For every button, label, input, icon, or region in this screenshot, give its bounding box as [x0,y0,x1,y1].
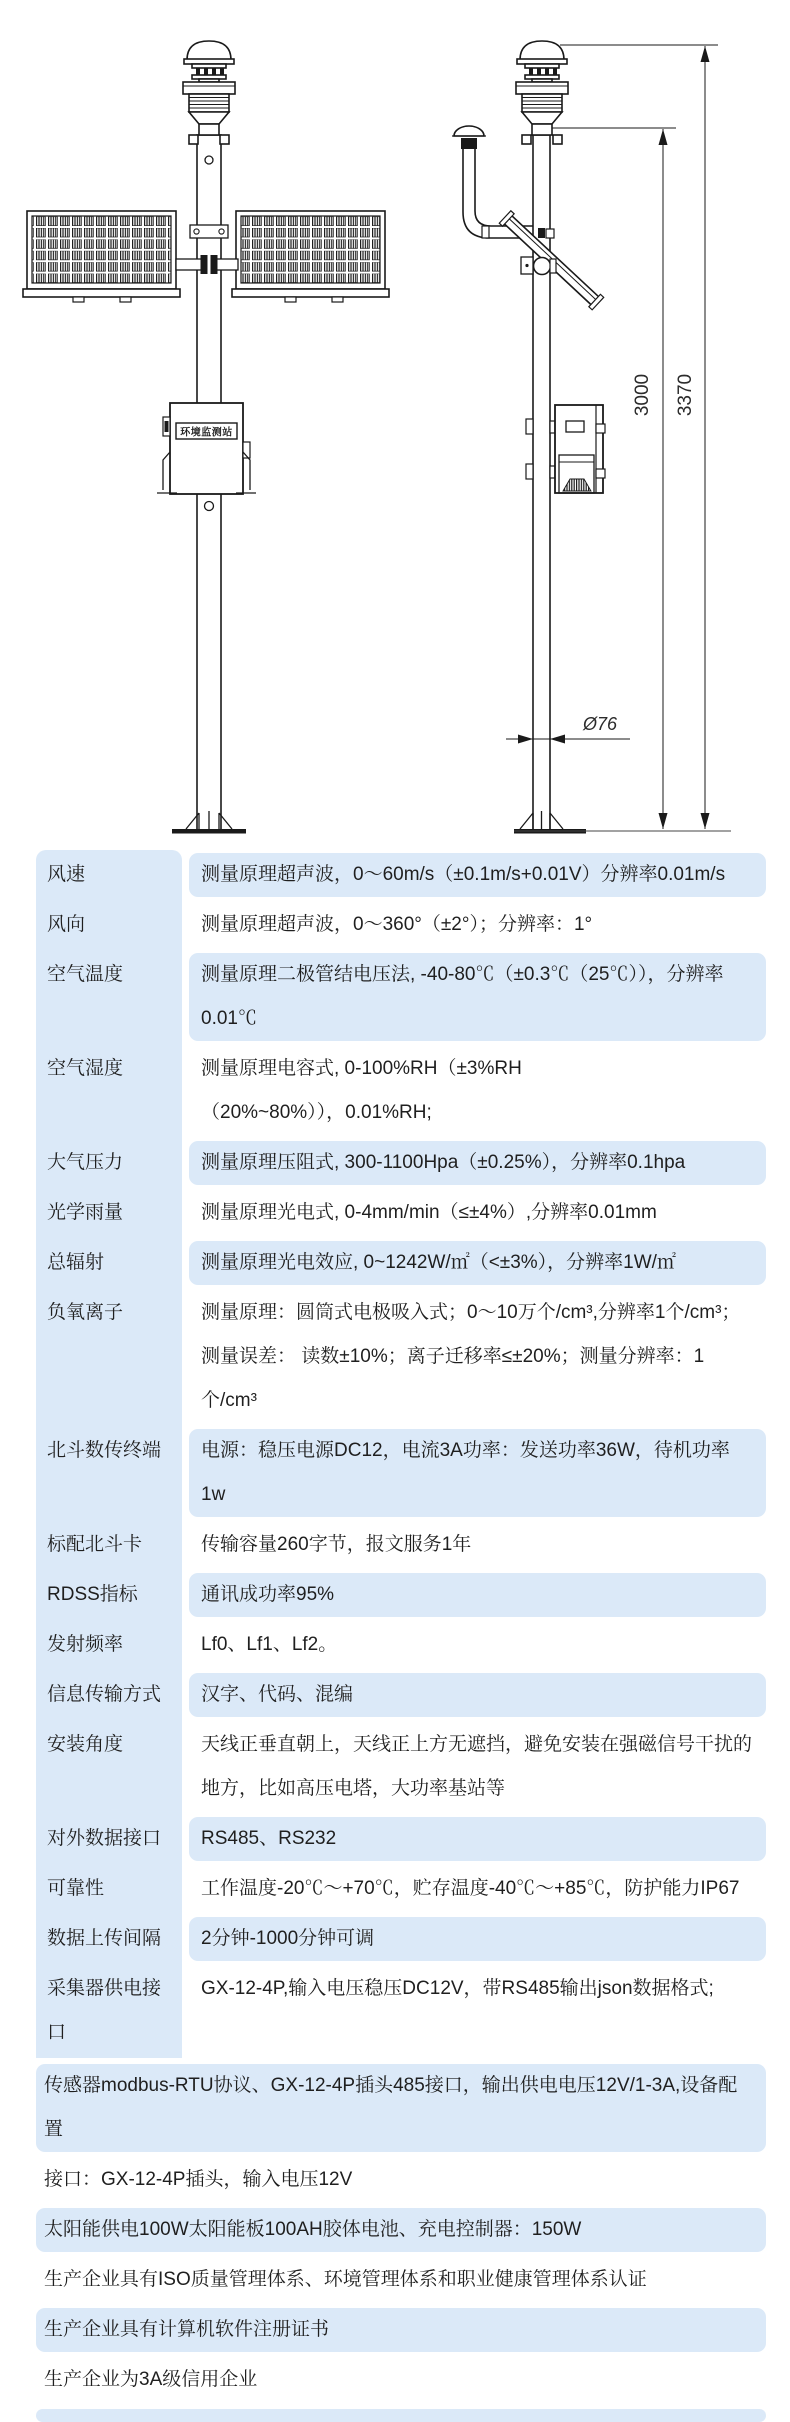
full-width-row: 生产企业为3A级信用企业 [44,2369,258,2390]
table-row [36,1288,766,1426]
equipment-box-front [157,403,256,494]
technical-drawing [0,0,790,850]
spec-value-text: 工作温度-20℃～+70℃，贮存温度-40℃～+85℃，防护能力IP67 [201,1878,740,1899]
table-row [36,1964,766,2058]
spec-value-text: 测量原理超声波，0～60m/s（±0.1m/s+0.01V）分辨率0.01m/s [201,864,726,885]
spec-label: 风向 [36,900,182,950]
solar-panel-side [499,211,603,310]
table-row [36,1914,766,1964]
gnss-antenna-arm [452,126,533,238]
spec-value [189,1429,766,1517]
spec-value [189,1291,766,1423]
spec-value-text: 天线正垂直朝上，天线正上方无遮挡，避免安装在强磁信号干扰的地方，比如高压电塔，大功率基站等 [201,1734,753,1799]
spec-value-text: 电源：稳压电源DC12，电流3A功率：发送功率36W，待机功率1w [201,1440,730,1505]
spec-value-text: 通讯成功率95% [201,1584,335,1605]
table-row [36,1044,766,1138]
front-base [172,811,246,834]
spec-value-text: 传输容量260字节，报文服务1年 [201,1534,472,1555]
spec-value-text: 测量原理：圆筒式电极吸入式；0～10万个/cm³,分辨率1个/cm³；测量误差： 读数±10%；离子迁移率≤±20%；测量分辨率：1个/cm³ [201,1302,741,1411]
spec-label: 可靠性 [36,1864,182,1914]
dim-label-3370: 3370 [675,373,696,417]
table-row [36,1570,766,1620]
spec-label: 大气压力 [36,1138,182,1188]
spec-value-text: 测量原理二极管结电压法, -40-80℃（±0.3℃（25℃）），分辨率0.01℃ [201,964,724,1029]
spec-label: 标配北斗卡 [36,1520,182,1570]
spec-label: 数据上传间隔 [36,1914,182,1964]
spec-value [189,1191,766,1235]
diameter-callout [506,714,630,744]
spec-value [189,1141,766,1185]
spec-value [189,1867,766,1911]
spec-label: 安装角度 [36,1720,182,1814]
front-ultrasonic-sensor [183,41,235,144]
spec-label: 发射频率 [36,1620,182,1670]
full-width-row: 接口：GX-12-4P插头，输入电压12V [44,2169,353,2190]
spec-value [189,903,766,947]
weather-station-drawing-svg [0,0,790,850]
spec-value [189,1917,766,1961]
table-row [36,1620,766,1670]
spec-label: 风速 [36,850,182,900]
spec-label: 采集器供电接口 [36,1964,182,2058]
table-row [36,950,766,1044]
divider-bar [36,2409,766,2422]
spec-value-text: RS485、RS232 [201,1828,337,1849]
solar-panel-left [23,211,180,302]
table-row [36,850,766,900]
table-row [36,1520,766,1570]
station-nameplate: 环境监测站 [180,427,233,439]
table-row [36,1426,766,1520]
dim-label-diameter: Ø76 [582,714,618,734]
spec-value-text: 测量原理电容式, 0-100%RH（±3%RH（20%~80%）），0.01%RH; [201,1058,522,1123]
spec-value-text: 测量原理光电式, 0-4mm/min（≤±4%）,分辨率0.01mm [201,1202,657,1223]
full-width-row: 传感器modbus-RTU协议、GX-12-4P插头485接口，输出供电电压12V/1-3A,设备配置 [36,2064,766,2152]
spec-value [189,1047,766,1135]
table-row [36,1814,766,1864]
spec-value [189,1241,766,1285]
full-width-row: 太阳能供电100W太阳能板100AH胶体电池、充电控制器：150W [36,2208,766,2252]
table-row [36,1864,766,1914]
spec-label: 负氧离子 [36,1288,182,1426]
spec-value [189,1673,766,1717]
spec-value-text: Lf0、Lf1、Lf2。 [201,1634,338,1655]
spec-table [36,850,766,2422]
spec-label: 对外数据接口 [36,1814,182,1864]
spec-value-text: GX-12-4P,输入电压稳压DC12V，带RS485输出json数据格式; [201,1978,714,1999]
spec-value [189,853,766,897]
side-view-drawing [452,41,731,834]
front-view-drawing [23,41,389,834]
table-row [36,1138,766,1188]
spec-value-text: 测量原理压阻式, 300-1100Hpa（±0.25%），分辨率0.1hpa [201,1152,686,1173]
spec-value [189,1523,766,1567]
spec-label: 信息传输方式 [36,1670,182,1720]
spec-value [189,1573,766,1617]
spec-value-text: 汉字、代码、混编 [201,1684,354,1705]
full-width-row: 生产企业具有ISO质量管理体系、环境管理体系和职业健康管理体系认证 [44,2269,647,2290]
spec-value-text: 2分钟-1000分钟可调 [201,1928,375,1949]
spec-label: 空气湿度 [36,1044,182,1138]
spec-label: 光学雨量 [36,1188,182,1238]
spec-label: 北斗数传终端 [36,1426,182,1520]
table-row [36,1720,766,1814]
table-row [36,900,766,950]
solar-panel-right [232,211,389,302]
spec-value [189,1967,766,2055]
table-row [36,1238,766,1288]
spec-value [189,1723,766,1811]
spec-value-text: 测量原理光电效应, 0~1242W/㎡（<±3%），分辨率1W/㎡ [201,1252,676,1273]
spec-value [189,1817,766,1861]
spec-label: 总辐射 [36,1238,182,1288]
dim-label-3000: 3000 [632,373,653,417]
spec-value [189,1623,766,1667]
full-width-row: 生产企业具有计算机软件注册证书 [36,2308,766,2352]
spec-label: 空气温度 [36,950,182,1044]
side-ultrasonic-sensor [516,41,568,144]
table-row [36,1188,766,1238]
spec-label: RDSS指标 [36,1570,182,1620]
spec-value [189,953,766,1041]
spec-value-text: 测量原理超声波，0～360°（±2°）；分辨率：1° [201,914,593,935]
table-row [36,1670,766,1720]
